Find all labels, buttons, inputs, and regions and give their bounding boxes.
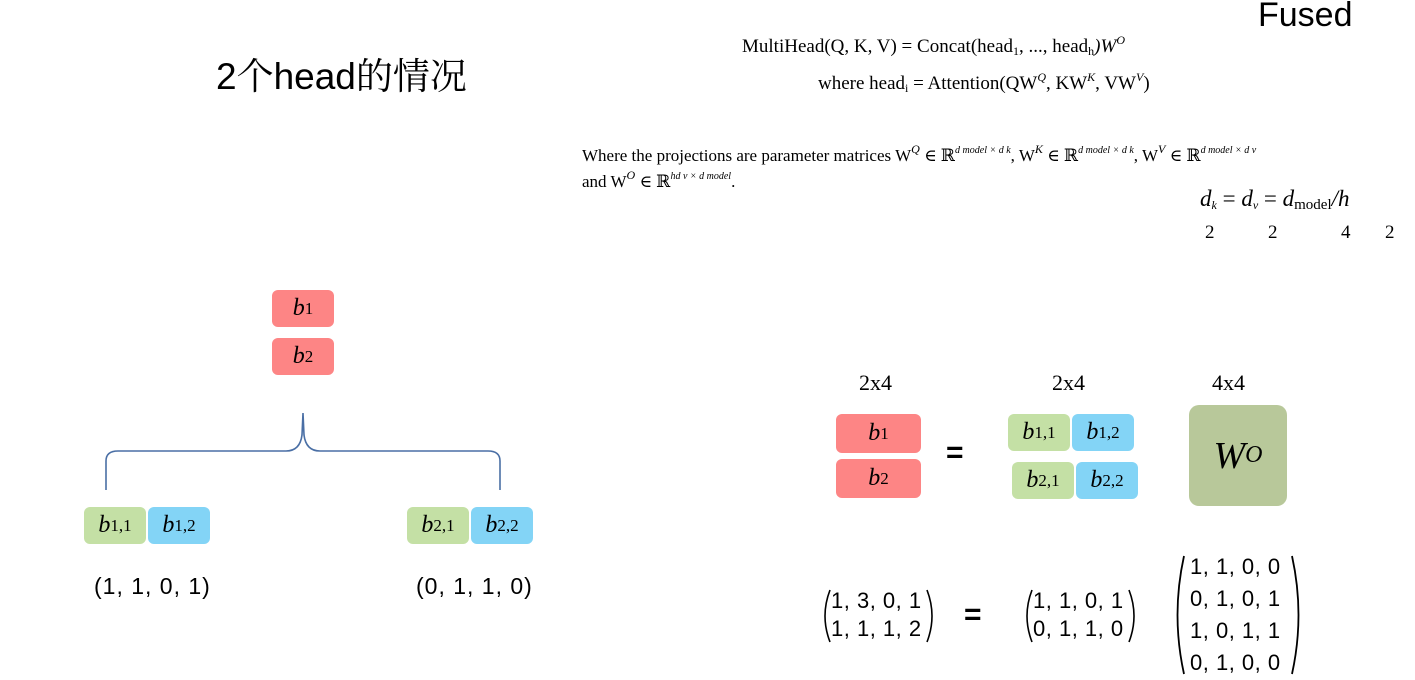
formula-attention: Attention(QW xyxy=(927,73,1038,94)
rb21-label xyxy=(1012,462,1074,499)
b21-box xyxy=(407,507,469,544)
proj-wv-sup: V xyxy=(1158,142,1166,156)
dim-value-dmodel: 4 xyxy=(1341,222,1351,243)
proj-dim-4: hd v × d model xyxy=(670,171,732,182)
b12-sub: 1,2 xyxy=(174,515,196,535)
b22-base: b xyxy=(485,512,498,538)
b21-sub: 2,1 xyxy=(433,515,455,535)
fused-label: Fused xyxy=(1258,0,1353,34)
rb2-sub: 2 xyxy=(880,468,889,488)
rb1-sub: 1 xyxy=(880,423,889,443)
vector-2: (0, 1, 1, 0) xyxy=(416,573,533,599)
multihead-formula xyxy=(742,33,1125,59)
formula-sub-1: 1 xyxy=(1013,44,1020,58)
rb12-base: b xyxy=(1086,419,1099,445)
formula-lhs: MultiHead(Q, K, V) xyxy=(742,36,897,57)
dims-slash-h: /h xyxy=(1331,186,1350,211)
proj-in-r-2: ∈ ℝ xyxy=(1047,146,1079,165)
matrix-wo-row-4: 0, 1, 0, 0 xyxy=(1190,650,1281,675)
matrix-b-right-paren xyxy=(925,588,939,644)
wo-base: W xyxy=(1213,434,1246,477)
proj-and-wo: and W xyxy=(582,172,627,191)
formula-equals: = xyxy=(901,36,918,57)
formula-where: where head xyxy=(818,73,906,94)
rb2-label xyxy=(836,459,921,498)
rb1-label xyxy=(836,414,921,453)
b21-base: b xyxy=(421,512,434,538)
formula-v: , VW xyxy=(1095,73,1136,94)
rb21-base: b xyxy=(1026,467,1039,493)
rb21-sub: 2,1 xyxy=(1038,470,1060,490)
rb1-box xyxy=(836,414,921,453)
rb2-box xyxy=(836,459,921,498)
b11-base: b xyxy=(98,512,111,538)
formula-k-sup: K xyxy=(1087,70,1096,84)
b12-box xyxy=(148,507,210,544)
rb1-base: b xyxy=(868,420,881,446)
head-formula xyxy=(818,70,1150,96)
proj-wv: , W xyxy=(1133,146,1159,165)
vector-1: (1, 1, 0, 1) xyxy=(94,573,211,599)
dims-eq1: = xyxy=(1222,186,1236,211)
proj-wo-sup: O xyxy=(626,168,636,182)
b11-box xyxy=(84,507,146,544)
formula-close: )W xyxy=(1094,36,1117,57)
slide-title: 2个head的情况 xyxy=(216,56,467,97)
curly-brace xyxy=(100,405,510,495)
dim-value-dv: 2 xyxy=(1268,222,1278,243)
dims-equation xyxy=(1200,186,1350,214)
formula-v-sup: V xyxy=(1135,70,1144,84)
rb11-sub: 1,1 xyxy=(1034,422,1056,442)
wo-label xyxy=(1189,405,1287,506)
formula-concat: Concat(head xyxy=(917,36,1014,57)
matrix-concat-right-paren xyxy=(1127,588,1141,644)
proj-wk: , W xyxy=(1010,146,1035,165)
dims-dv: d xyxy=(1241,186,1253,211)
proj-wq-sup: Q xyxy=(911,142,920,156)
matrix-concat-row-2: 0, 1, 1, 0 xyxy=(1033,616,1124,641)
b2-sub: 2 xyxy=(304,346,314,366)
projection-text-line2 xyxy=(582,168,735,192)
rb11-base: b xyxy=(1022,419,1035,445)
rb12-box xyxy=(1072,414,1134,451)
b22-box xyxy=(471,507,533,544)
formula-sub-h: h xyxy=(1088,44,1095,58)
rb22-box xyxy=(1076,462,1138,499)
rb11-box xyxy=(1008,414,1070,451)
matrix-b-row-1: 1, 3, 0, 1 xyxy=(831,588,922,613)
b22-label xyxy=(471,507,533,544)
formula-close-2: ) xyxy=(1143,73,1150,94)
shape-b: 2x4 xyxy=(859,370,892,395)
b11-sub: 1,1 xyxy=(110,515,132,535)
proj-period: . xyxy=(731,172,736,191)
rb22-sub: 2,2 xyxy=(1102,470,1124,490)
b2-base: b xyxy=(292,343,305,369)
matrix-wo-right-paren xyxy=(1290,554,1306,676)
wo-box xyxy=(1189,405,1287,506)
rb11-label xyxy=(1008,414,1070,451)
b2-label xyxy=(272,338,334,375)
b11-label xyxy=(84,507,146,544)
shape-concat: 2x4 xyxy=(1052,370,1085,395)
b2-box xyxy=(272,338,334,375)
matrix-wo-row-3: 1, 0, 1, 1 xyxy=(1190,618,1281,643)
formula-mid: , ..., head xyxy=(1019,36,1089,57)
proj-in-r-4: ∈ ℝ xyxy=(639,172,671,191)
formula-sup-o: O xyxy=(1116,33,1125,47)
dims-dk-sub: k xyxy=(1211,198,1217,212)
formula-q-sup: Q xyxy=(1037,70,1046,84)
proj-in-r-1: ∈ ℝ xyxy=(924,146,956,165)
rb22-base: b xyxy=(1090,467,1103,493)
rb21-box xyxy=(1012,462,1074,499)
b1-base: b xyxy=(292,295,305,321)
b1-label xyxy=(272,290,334,327)
matrix-wo-row-2: 0, 1, 0, 1 xyxy=(1190,586,1281,611)
dims-eq2: = xyxy=(1263,186,1277,211)
dims-dv-sub: v xyxy=(1252,198,1259,212)
formula-sub-i: i xyxy=(905,81,909,95)
matrix-concat-left-paren xyxy=(1020,588,1034,644)
b1-box xyxy=(272,290,334,327)
equals-sign-2: = xyxy=(964,598,982,631)
dim-value-h: 2 xyxy=(1385,222,1395,243)
shape-wo: 4x4 xyxy=(1212,370,1245,395)
formula-equals-2: = xyxy=(908,73,928,94)
dim-value-dk: 2 xyxy=(1205,222,1215,243)
b22-sub: 2,2 xyxy=(497,515,519,535)
dims-dmodel-sub: model xyxy=(1294,197,1332,213)
proj-wk-sup: K xyxy=(1034,142,1043,156)
proj-in-r-3: ∈ ℝ xyxy=(1169,146,1201,165)
matrix-b-row-2: 1, 1, 1, 2 xyxy=(831,616,922,641)
proj-dim-3: d model × d v xyxy=(1200,145,1257,156)
matrix-concat-row-1: 1, 1, 0, 1 xyxy=(1033,588,1124,613)
rb2-base: b xyxy=(868,465,881,491)
matrix-b-left-paren xyxy=(818,588,832,644)
rb12-label xyxy=(1072,414,1134,451)
formula-k: , KW xyxy=(1045,73,1088,94)
dims-dmodel: d xyxy=(1282,186,1295,211)
proj-dim-2: d model × d k xyxy=(1078,145,1134,156)
b21-label xyxy=(407,507,469,544)
projection-text-line1 xyxy=(582,142,1256,166)
equals-sign: = xyxy=(946,436,964,469)
rb12-sub: 1,2 xyxy=(1098,422,1120,442)
b12-label xyxy=(148,507,210,544)
b1-sub: 1 xyxy=(304,298,314,318)
proj-dim-1: d model × d k xyxy=(955,145,1011,156)
b12-base: b xyxy=(162,512,175,538)
wo-sup: O xyxy=(1245,442,1263,468)
matrix-wo-row-1: 1, 1, 0, 0 xyxy=(1190,554,1281,579)
dims-dk: d xyxy=(1200,186,1212,211)
matrix-wo-left-paren xyxy=(1170,554,1186,676)
proj-text-a: Where the projections are parameter matrices W xyxy=(582,146,912,165)
rb22-label xyxy=(1076,462,1138,499)
